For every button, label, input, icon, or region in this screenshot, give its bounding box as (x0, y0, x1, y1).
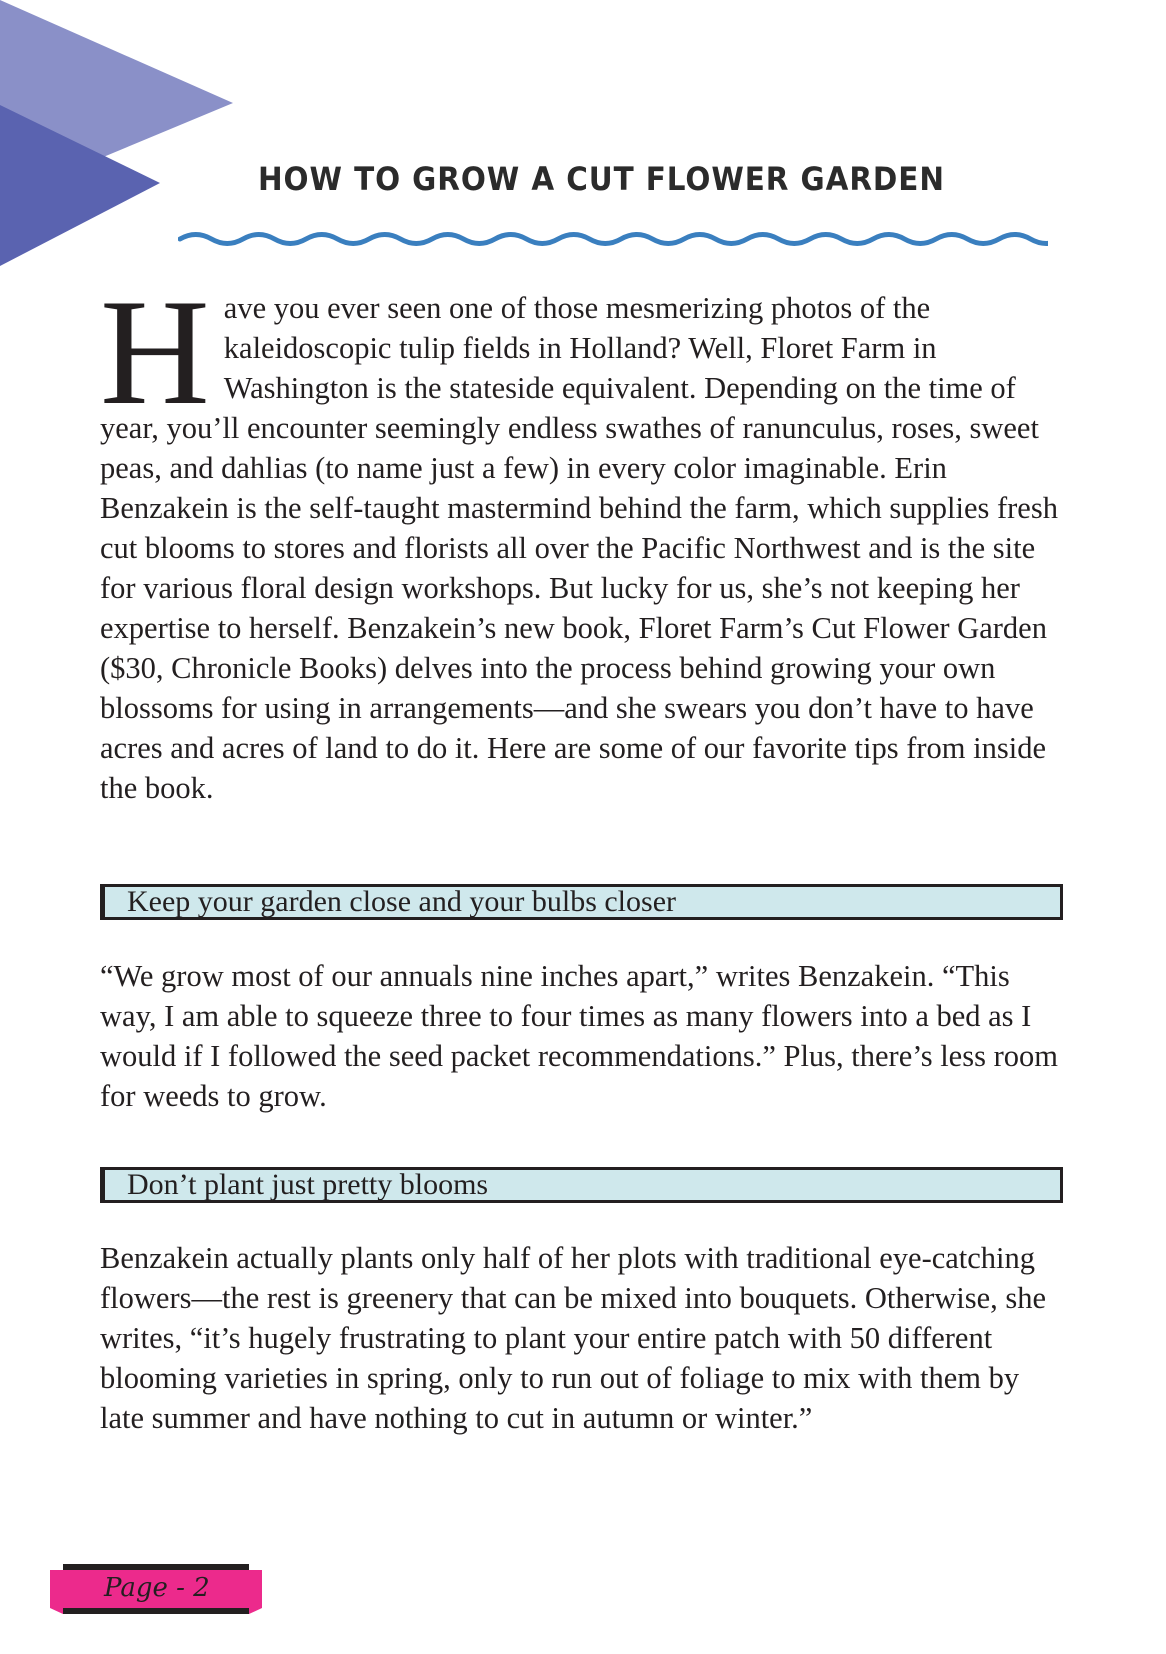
section-paragraph-garden-close: “We grow most of our annuals nine inches apart,” writes Benzakein. “This way, I am able to squeeze three to four times as many flowers into a bed as I would if I followed the seed packet recommendations.” Plus, there’s less room for weeds to grow. (100, 959, 1058, 1113)
page-tab-bottom-bar (63, 1608, 249, 1614)
intro-paragraph (100, 268, 1070, 808)
section-heading-pretty-blooms: Don’t plant just pretty blooms (100, 1167, 1063, 1203)
page-number-label: Page - 2 (104, 1573, 210, 1603)
wave-divider (178, 222, 1048, 256)
page-tab-corner-right (249, 1608, 262, 1614)
section-paragraph-pretty-blooms: Benzakein actually plants only half of her plots with traditional eye-catching flowers—the rest is greenery that can be mixed into bouquets. Otherwise, she writes, “it’s hugely frustrating to plant your entire patch with 50 different blooming varieties in spring, only to run out of foliage to mix with them by late summer and have nothing to cut in autumn or winter.” (100, 1241, 1047, 1435)
page-tab-corner-left (50, 1608, 63, 1614)
section-heading-garden-close: Keep your garden close and your bulbs closer (100, 884, 1063, 920)
intro-text: ave you ever seen one of those mesmerizing photos of the kaleidoscopic tulip fields in Holland? Well, Floret Farm in Washington is the stateside equivalent. Depending on the time of year, you’ll encounter seemingly endless swathes of ranunculus, roses, sweet peas, and dahlias (to name just a few) in every color imaginable. Erin Benzakein is the self-taught mastermind behind the farm, which supplies fresh cut blooms to stores and florists all over the Pacific Northwest and is the site for various floral design workshops. But lucky for us, she’s not keeping her expertise to herself. Benzakein’s new book, Floret Farm’s Cut Flower Garden ($30, Chronicle Books) delves into the process behind growing your own blossoms for using in arrangements—and she swears you don’t have to have acres and acres of land to do it. Here are some of our favorite tips from inside the book. (100, 291, 1058, 805)
article-title: HOW TO GROW A CUT FLOWER GARDEN (258, 160, 945, 198)
drop-cap: H (100, 268, 210, 436)
page-number-tab (50, 1564, 262, 1614)
